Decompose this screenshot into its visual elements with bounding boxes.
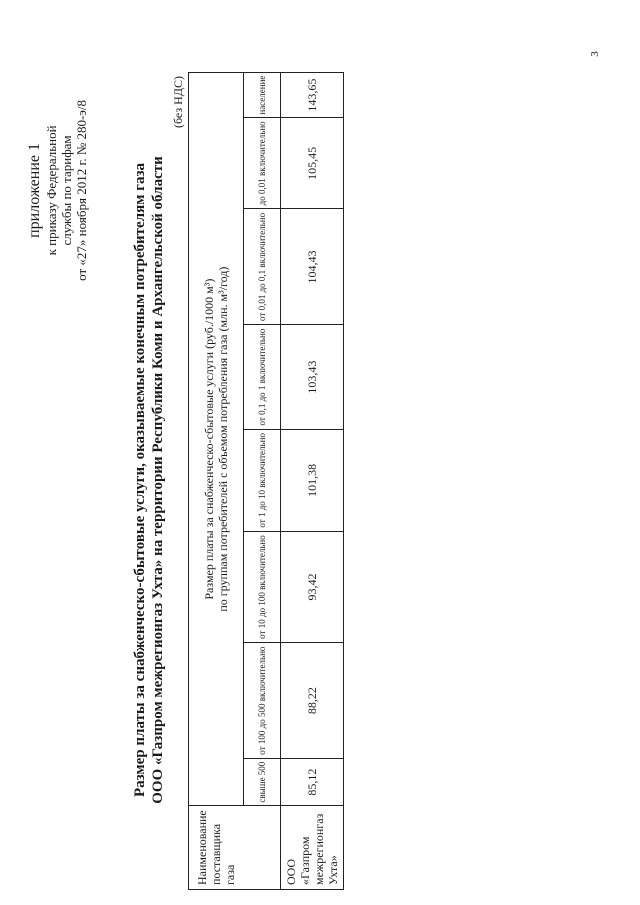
value-cell: 93,42 bbox=[281, 531, 344, 642]
title-line-1: Размер платы за снабженческо-сбытовые услуги, оказываемые конечным потребителям газа bbox=[132, 162, 148, 798]
column-header: от 1 до 10 включительно bbox=[244, 429, 281, 531]
column-header: от 10 до 100 включительно bbox=[244, 531, 281, 642]
title-line-2: ООО «Газпром межрегионгаз Ухта» на территории Республики Коми и Архангельской области bbox=[150, 156, 166, 804]
column-header: от 100 до 500 включительно bbox=[244, 643, 281, 759]
vat-note: (без НДС) bbox=[171, 76, 185, 129]
column-header: до 0,01 включительно bbox=[244, 118, 281, 209]
page-number: 3 bbox=[588, 51, 601, 57]
column-header: свыше 500 bbox=[244, 759, 281, 806]
rotated-page-content bbox=[25, 70, 340, 890]
value-cell: 143,65 bbox=[281, 73, 344, 118]
supplier-header: Наименование поставщика газа bbox=[189, 806, 281, 890]
table-row bbox=[281, 73, 344, 890]
value-cell: 85,12 bbox=[281, 759, 344, 806]
value-cell: 103,43 bbox=[281, 325, 344, 429]
column-header: население bbox=[244, 73, 281, 118]
column-header: от 0,1 до 1 включительно bbox=[244, 325, 281, 429]
appendix-date-line: от «27» ноября 2012 г. № 280-э/8 bbox=[74, 100, 89, 281]
supplier-name-cell: ООО «Газпром межрегионгаз Ухта» bbox=[281, 806, 344, 890]
value-cell: 105,45 bbox=[281, 118, 344, 209]
appendix-service-line: службы по тарифам bbox=[59, 135, 74, 246]
value-cell: 88,22 bbox=[281, 643, 344, 759]
group-header-line-1: Размер платы за снабженческо-сбытовые услуги (руб./1000 м³) bbox=[202, 278, 216, 600]
group-header-line-2: по группам потребителей с объемом потребления газа (млн. м³/год) bbox=[216, 266, 230, 612]
document-title bbox=[131, 70, 167, 890]
appendix-block bbox=[25, 100, 89, 281]
group-header bbox=[189, 73, 244, 806]
value-cell: 104,43 bbox=[281, 209, 344, 325]
appendix-order-line: к приказу Федеральной bbox=[44, 125, 59, 256]
appendix-heading: приложение 1 bbox=[26, 142, 43, 238]
subheader-row bbox=[244, 73, 281, 890]
tariff-table bbox=[188, 72, 344, 890]
column-header: от 0,01 до 0,1 включительно bbox=[244, 209, 281, 325]
header-row bbox=[189, 73, 244, 890]
value-cell: 101,38 bbox=[281, 429, 344, 531]
